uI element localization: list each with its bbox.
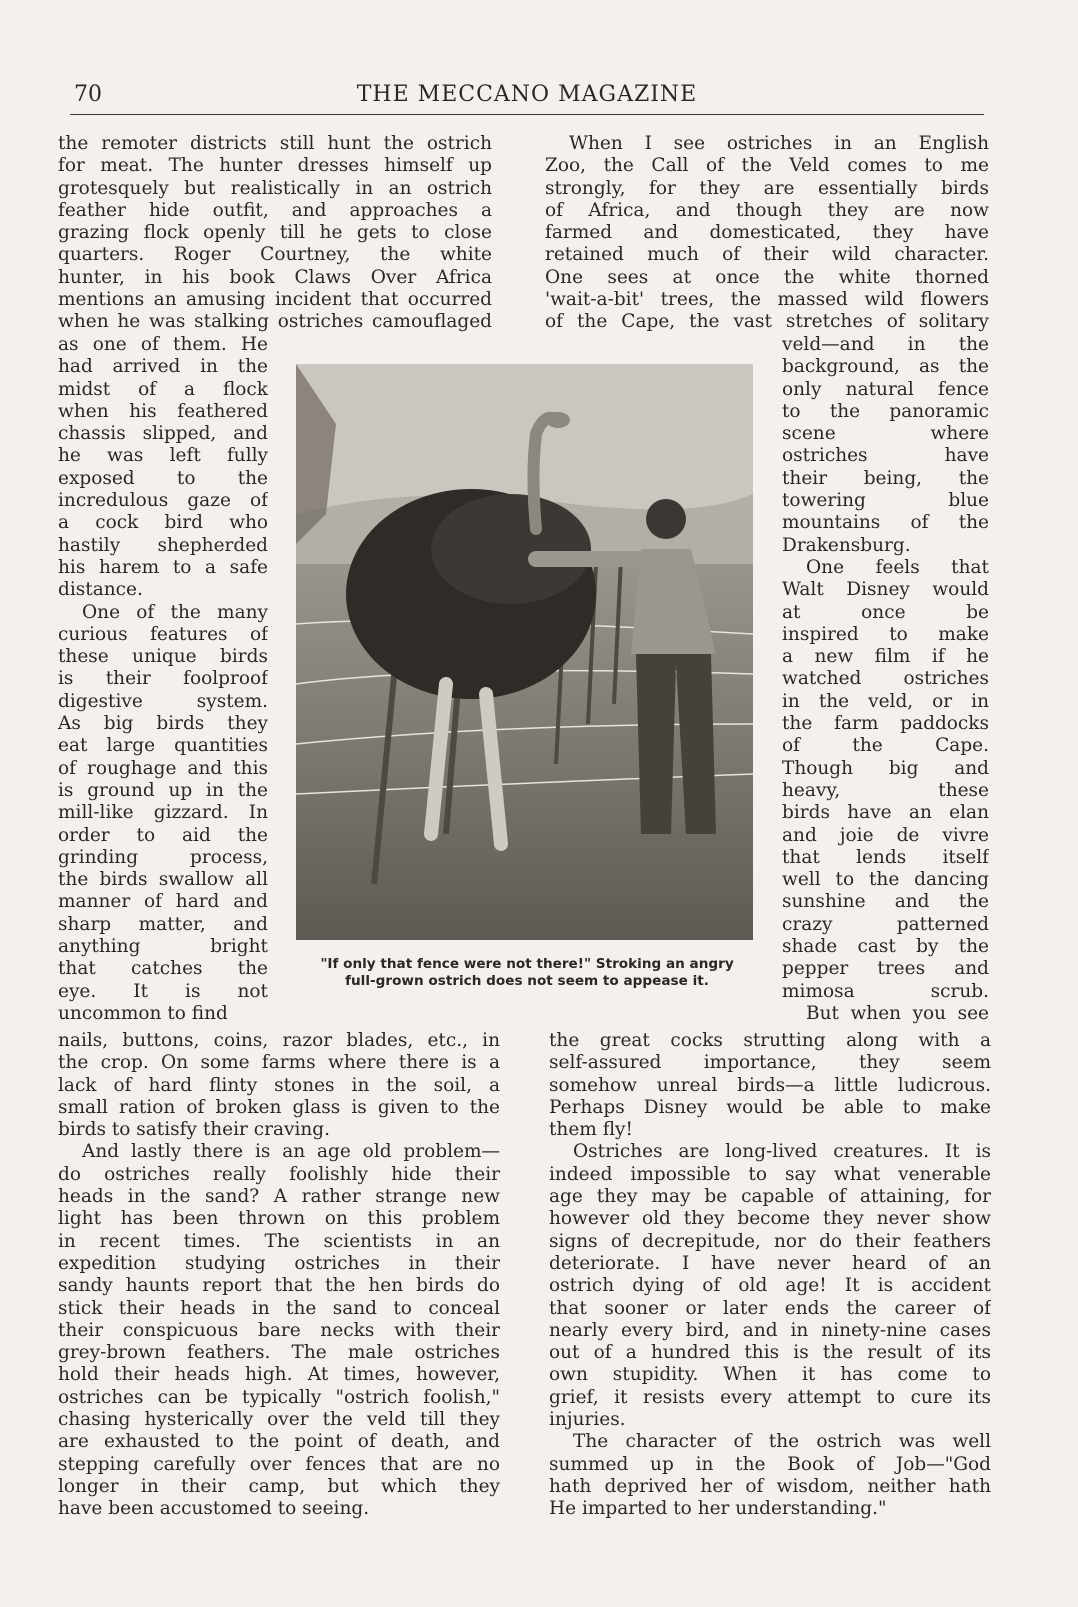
text-line: the birds swallow all xyxy=(58,869,268,891)
text-line: birds to satisfy their craving. xyxy=(58,1119,330,1141)
text-line: anything bright xyxy=(58,936,268,958)
text-line: light has been thrown on this problem xyxy=(58,1208,500,1230)
col2-narrow-text xyxy=(782,334,989,1025)
text-line: of roughage and this xyxy=(58,757,268,779)
text-line: age they may be capable of attaining, for xyxy=(549,1186,991,1208)
ostrich-photo xyxy=(296,364,753,940)
text-line: to the panoramic xyxy=(782,400,989,422)
text-line: grotesquely but realistically in an ostrich xyxy=(58,177,492,199)
col1-narrow-text xyxy=(58,334,268,1025)
text-line: of the Cape. xyxy=(782,735,989,757)
text-line: them fly! xyxy=(549,1119,633,1141)
text-line: of Africa, and though they are now xyxy=(545,199,989,221)
text-line: that lends itself xyxy=(782,846,989,868)
col2-bottom-text xyxy=(549,1030,991,1521)
text-line: sunshine and the xyxy=(782,891,989,913)
text-line: that catches the xyxy=(58,958,268,980)
text-line: retained much of their wild character. xyxy=(545,244,989,266)
text-line: One sees at once the white thorned xyxy=(545,266,989,288)
text-line: grief, it resists every attempt to cure its xyxy=(549,1386,991,1408)
text-line: small ration of broken glass is given to the xyxy=(58,1096,500,1118)
text-line: order to aid the xyxy=(58,824,268,846)
text-line: for meat. The hunter dresses himself up xyxy=(58,155,492,177)
text-line: distance. xyxy=(58,579,143,601)
text-line: deteriorate. I have never heard of an xyxy=(549,1252,991,1274)
page-number: 70 xyxy=(74,82,102,107)
text-line: When I see ostriches in an English xyxy=(569,133,989,154)
col1-bottom-text xyxy=(58,1030,500,1521)
text-line: self-assured importance, they seem xyxy=(549,1052,991,1074)
text-line: the farm paddocks xyxy=(782,713,989,735)
text-line: midst of a flock xyxy=(58,378,268,400)
text-line: of the Cape, the vast stretches of solitary xyxy=(545,311,989,333)
text-line: longer in their camp, but which they xyxy=(58,1475,500,1497)
photo-caption xyxy=(288,956,766,990)
text-line: shade cast by the xyxy=(782,936,989,958)
text-line: is their foolproof xyxy=(58,668,268,690)
text-line: sandy haunts report that the hen birds do xyxy=(58,1275,500,1297)
text-line: in recent times. The scientists in an xyxy=(58,1230,500,1252)
text-line: strongly, for they are essentially birds xyxy=(545,177,989,199)
page-header xyxy=(70,80,984,115)
text-line: heads in the sand? A rather strange new xyxy=(58,1186,500,1208)
text-line: "If only that fence were not there!" Stroking an angry xyxy=(320,956,734,972)
text-line: sharp matter, and xyxy=(58,913,268,935)
text-line: eye. It is not xyxy=(58,980,268,1002)
text-line: as one of them. He xyxy=(58,334,268,355)
text-line: chassis slipped, and xyxy=(58,423,268,445)
text-line: their conspicuous bare necks with their xyxy=(58,1319,500,1341)
text-line: farmed and domesticated, they have xyxy=(545,222,989,244)
text-line: eat large quantities xyxy=(58,735,268,757)
text-line: stick their heads in the sand to conceal xyxy=(58,1297,500,1319)
text-line: ostriches have xyxy=(782,445,989,467)
text-line: Zoo, the Call of the Veld comes to me xyxy=(545,155,989,177)
text-line: however old they become they never show xyxy=(549,1208,991,1230)
text-line: summed up in the Book of Job—"God xyxy=(549,1453,991,1475)
text-line: are exhausted to the point of death, and xyxy=(58,1431,500,1453)
text-line: his harem to a safe xyxy=(58,556,268,578)
text-line: scene where xyxy=(782,423,989,445)
text-line: mill-like gizzard. In xyxy=(58,802,268,824)
text-line: hold their heads high. At times, however, xyxy=(58,1364,500,1386)
text-line: mimosa scrub. xyxy=(782,980,989,1002)
text-line: grazing flock openly till he gets to close xyxy=(58,222,492,244)
text-line: digestive system. xyxy=(58,690,268,712)
text-line: inspired to make xyxy=(782,623,989,645)
text-line: well to the dancing xyxy=(782,869,989,891)
text-line: out of a hundred this is the result of its xyxy=(549,1342,991,1364)
text-line: quarters. Roger Courtney, the white xyxy=(58,244,492,266)
text-line: But when you see xyxy=(806,1002,989,1024)
text-line: feather hide outfit, and approaches a xyxy=(58,199,492,221)
text-line: chasing hysterically over the veld till they xyxy=(58,1409,500,1431)
text-line: mountains of the xyxy=(782,512,989,534)
text-line: One feels that xyxy=(806,556,989,578)
text-line: full-grown ostrich does not seem to appease it. xyxy=(345,973,709,989)
text-line: a new film if he xyxy=(782,646,989,668)
text-line: background, as the xyxy=(782,356,989,378)
text-line: The character of the ostrich was well xyxy=(573,1431,991,1453)
text-line: As big birds they xyxy=(58,713,268,735)
text-line: a cock bird who xyxy=(58,512,268,534)
text-line: the remoter districts still hunt the ostrich xyxy=(58,133,492,154)
text-line: their being, the xyxy=(782,467,989,489)
text-line: crazy patterned xyxy=(782,913,989,935)
text-line: Perhaps Disney would be able to make xyxy=(549,1096,991,1118)
text-line: manner of hard and xyxy=(58,891,268,913)
text-line: these unique birds xyxy=(58,646,268,668)
text-line: One of the many xyxy=(82,601,268,623)
text-line: Drakensburg. xyxy=(782,534,911,556)
text-line: grey-brown feathers. The male ostriches xyxy=(58,1342,500,1364)
text-line: And lastly there is an age old problem— xyxy=(82,1141,500,1163)
text-line: Walt Disney would xyxy=(782,579,989,601)
text-line: hastily shepherded xyxy=(58,534,268,556)
text-line: birds have an elan xyxy=(782,802,989,824)
text-line: when his feathered xyxy=(58,400,268,422)
text-line: nearly every bird, and in ninety-nine cases xyxy=(549,1319,991,1341)
text-line: hath deprived her of wisdom, neither hath xyxy=(549,1475,991,1497)
text-line: own stupidity. When it has come to xyxy=(549,1364,991,1386)
text-line: Ostriches are long-lived creatures. It is xyxy=(573,1141,991,1163)
text-line: incredulous gaze of xyxy=(58,490,268,512)
magazine-title: THE MECCANO MAGAZINE xyxy=(356,82,698,107)
text-line: exposed to the xyxy=(58,467,268,489)
text-line: lack of hard flinty stones in the soil, a xyxy=(58,1074,500,1096)
text-line: grinding process, xyxy=(58,846,268,868)
text-line: is ground up in the xyxy=(58,779,268,801)
text-line: expedition studying ostriches in their xyxy=(58,1252,500,1274)
text-line: stepping carefully over fences that are no xyxy=(58,1453,500,1475)
text-line: the crop. On some farms where there is a xyxy=(58,1052,500,1074)
text-line: ostrich dying of old age! It is accident xyxy=(549,1275,991,1297)
text-line: somehow unreal birds—a little ludicrous. xyxy=(549,1074,991,1096)
col1-top-text xyxy=(58,133,492,334)
col2-top-text xyxy=(545,133,989,334)
text-line: have been accustomed to seeing. xyxy=(58,1498,370,1520)
text-line: watched ostriches xyxy=(782,668,989,690)
text-line: the great cocks strutting along with a xyxy=(549,1030,991,1051)
text-line: at once be xyxy=(782,601,989,623)
text-line: towering blue xyxy=(782,490,989,512)
text-line: injuries. xyxy=(549,1409,626,1431)
text-line: when he was stalking ostriches camouflaged xyxy=(58,311,492,333)
text-line: had arrived in the xyxy=(58,356,268,378)
text-line: and joie de vivre xyxy=(782,824,989,846)
text-line: Though big and xyxy=(782,757,989,779)
text-line: He imparted to her understanding." xyxy=(549,1498,887,1520)
text-line: only natural fence xyxy=(782,378,989,400)
text-line: curious features of xyxy=(58,623,268,645)
text-line: that sooner or later ends the career of xyxy=(549,1297,991,1319)
text-line: in the veld, or in xyxy=(782,690,989,712)
text-line: mentions an amusing incident that occurred xyxy=(58,289,492,311)
text-line: ostriches can be typically "ostrich foolish," xyxy=(58,1386,500,1408)
text-line: hunter, in his book Claws Over Africa xyxy=(58,266,492,288)
text-line: he was left fully xyxy=(58,445,268,467)
text-line: veld—and in the xyxy=(782,334,989,355)
text-line: nails, buttons, coins, razor blades, etc., in xyxy=(58,1030,500,1051)
text-line: uncommon to find xyxy=(58,1002,228,1024)
text-line: signs of decrepitude, nor do their feathers xyxy=(549,1230,991,1252)
text-line: pepper trees and xyxy=(782,958,989,980)
text-line: do ostriches really foolishly hide their xyxy=(58,1163,500,1185)
text-line: indeed impossible to say what venerable xyxy=(549,1163,991,1185)
text-line: 'wait-a-bit' trees, the massed wild flowers xyxy=(545,289,989,311)
text-line: heavy, these xyxy=(782,779,989,801)
